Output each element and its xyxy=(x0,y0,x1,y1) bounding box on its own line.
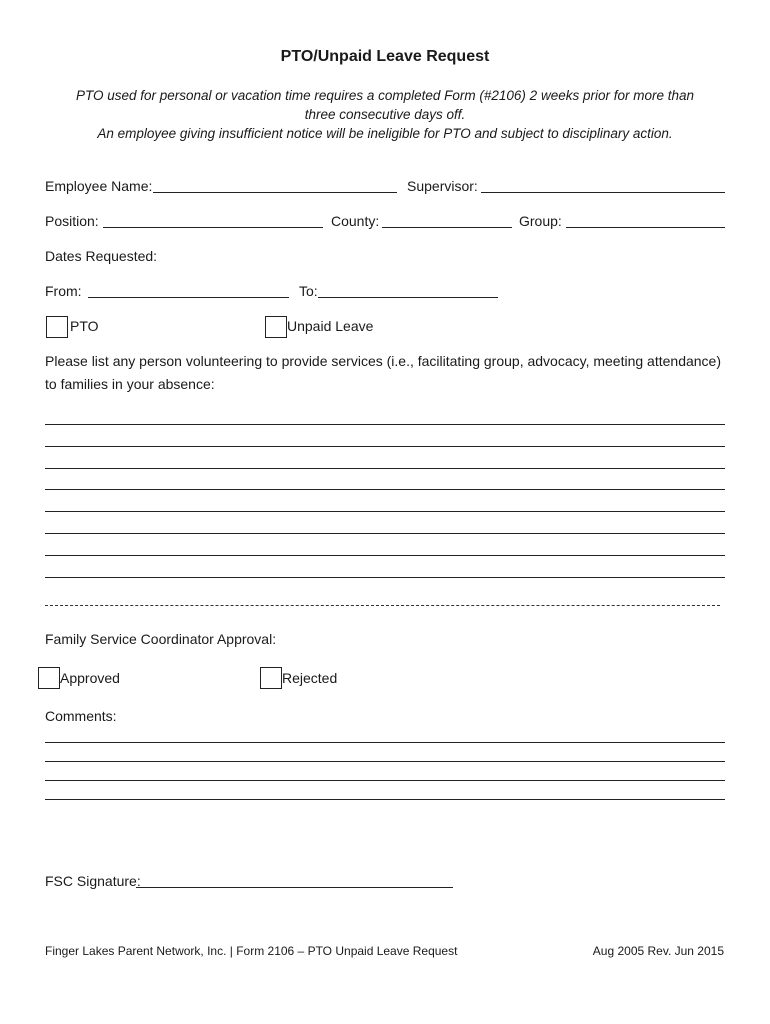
employee-name-field[interactable] xyxy=(155,176,395,192)
approval-heading: Family Service Coordinator Approval: xyxy=(45,631,277,647)
volunteer-line[interactable] xyxy=(45,489,725,490)
footer-form-id: Finger Lakes Parent Network, Inc. | Form 2106 – PTO Unpaid Leave Request xyxy=(45,944,458,958)
comments-label: Comments: xyxy=(45,708,117,724)
footer-revision: Aug 2005 Rev. Jun 2015 xyxy=(592,944,724,958)
intro-line: three consecutive days off. xyxy=(304,107,466,122)
form-title: PTO/Unpaid Leave Request xyxy=(280,48,490,65)
volunteer-line[interactable] xyxy=(45,555,725,556)
pto-checkbox[interactable] xyxy=(46,316,68,338)
section-divider xyxy=(45,605,720,606)
from-line xyxy=(88,297,289,298)
from-label: From: xyxy=(45,283,82,299)
from-date-field[interactable] xyxy=(90,281,287,297)
volunteer-line[interactable] xyxy=(45,577,725,578)
comment-line[interactable] xyxy=(45,761,725,762)
supervisor-field[interactable] xyxy=(483,176,723,192)
to-label: To: xyxy=(299,283,318,299)
volunteer-line[interactable] xyxy=(45,424,725,425)
approved-label: Approved xyxy=(60,670,120,686)
intro-notice xyxy=(60,86,710,143)
dates-requested-label: Dates Requested: xyxy=(45,248,158,264)
comment-line[interactable] xyxy=(45,780,725,781)
county-label: County: xyxy=(331,213,380,229)
volunteer-line[interactable] xyxy=(45,468,725,469)
fsc-signature-line xyxy=(136,887,453,888)
county-field[interactable] xyxy=(384,211,510,227)
volunteer-line[interactable] xyxy=(45,446,725,447)
employee-name-line xyxy=(153,192,397,193)
rejected-checkbox[interactable] xyxy=(260,667,282,689)
employee-name-label: Employee Name: xyxy=(45,178,153,194)
intro-line: PTO used for personal or vacation time requires a completed Form (#2106) 2 weeks prior for more than xyxy=(75,88,695,103)
approved-checkbox[interactable] xyxy=(38,667,60,689)
position-line xyxy=(103,227,323,228)
supervisor-label: Supervisor: xyxy=(407,178,478,194)
comment-line[interactable] xyxy=(45,742,725,743)
rejected-label: Rejected xyxy=(282,670,338,686)
volunteer-line[interactable] xyxy=(45,511,725,512)
supervisor-line xyxy=(481,192,725,193)
group-label: Group: xyxy=(519,213,562,229)
pto-label: PTO xyxy=(70,318,99,334)
group-field[interactable] xyxy=(568,211,723,227)
county-line xyxy=(382,227,512,228)
group-line xyxy=(566,227,725,228)
position-field[interactable] xyxy=(105,211,321,227)
volunteers-prompt-cont: to families in your absence: xyxy=(45,376,215,392)
to-line xyxy=(318,297,498,298)
fsc-signature-label: FSC Signature: xyxy=(45,873,141,889)
comment-line[interactable] xyxy=(45,799,725,800)
unpaid-leave-label: Unpaid Leave xyxy=(287,318,374,334)
volunteers-prompt: Please list any person volunteering to provide services (i.e., facilitating group, advocacy, meeting attendance) xyxy=(45,353,721,369)
to-date-field[interactable] xyxy=(320,281,496,297)
unpaid-leave-checkbox[interactable] xyxy=(265,316,287,338)
intro-line: An employee giving insufficient notice will be ineligible for PTO and subject to disciplinary action. xyxy=(97,126,673,141)
fsc-signature-field[interactable] xyxy=(138,871,451,887)
position-label: Position: xyxy=(45,213,99,229)
volunteer-line[interactable] xyxy=(45,533,725,534)
